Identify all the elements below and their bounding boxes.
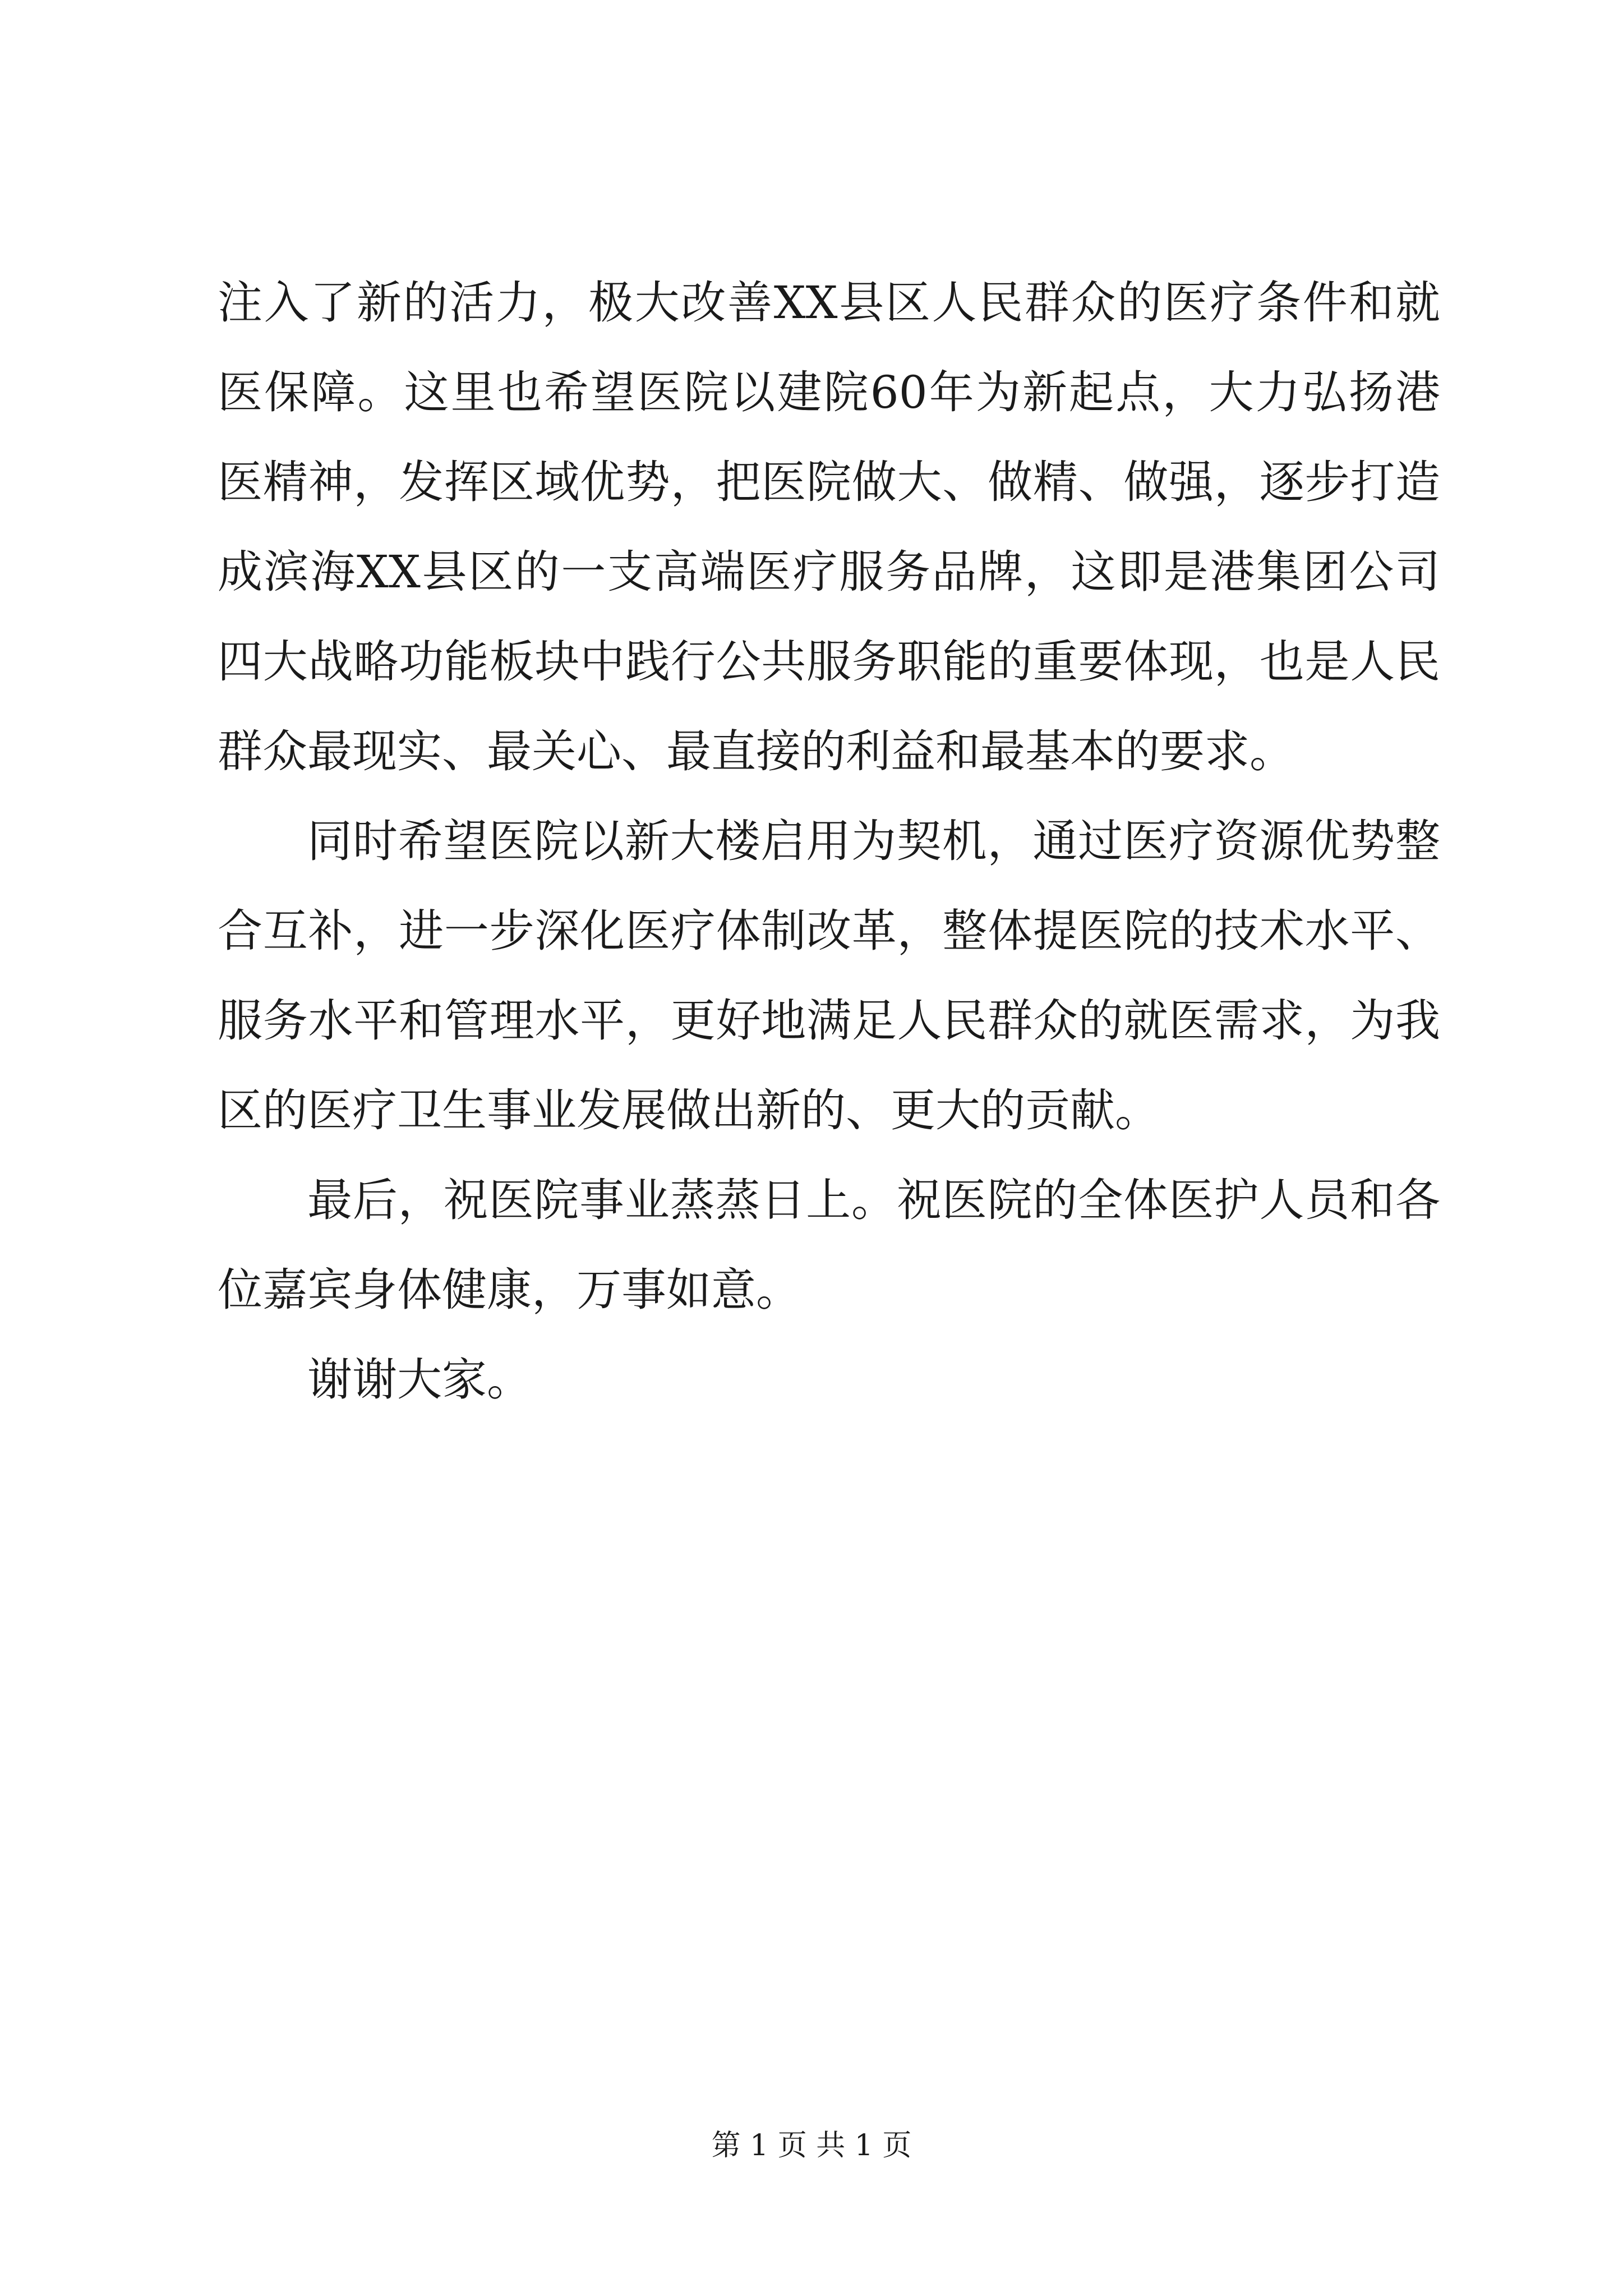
document-body <box>218 258 1440 1425</box>
paragraph-thanks: 谢谢大家。 <box>307 1354 532 1406</box>
page-number-footer: 第 1 页 共 1 页 <box>711 2129 912 2162</box>
paragraph-hospital-reform: 同时希望医院以新大楼启用为契机，通过医疗资源优势整合互补，进一步深化医疗体制改革，整体提医院的技术水平、服务水平和管理水平，更好地满足人民群众的就医需求，为我区的医疗卫生事业发展做出新的、更大的贡献。 <box>218 815 1440 1137</box>
paragraph-best-wishes: 最后，祝医院事业蒸蒸日上。祝医院的全体医护人员和各位嘉宾身体健康，万事如意。 <box>218 1174 1440 1316</box>
paragraph-continued: 注入了新的活力，极大改善XX县区人民群众的医疗条件和就医保障。这里也希望医院以建院60年为新起点，大力弘扬港医精神，发挥区域优势，把医院做大、做精、做强，逐步打造成滨海XX县区的一支高端医疗服务品牌，这即是港集团公司四大战略功能板块中践行公共服务职能的重要体现，也是人民群众最现实、最关心、最直接的利益和最基本的要求。 <box>218 277 1440 777</box>
